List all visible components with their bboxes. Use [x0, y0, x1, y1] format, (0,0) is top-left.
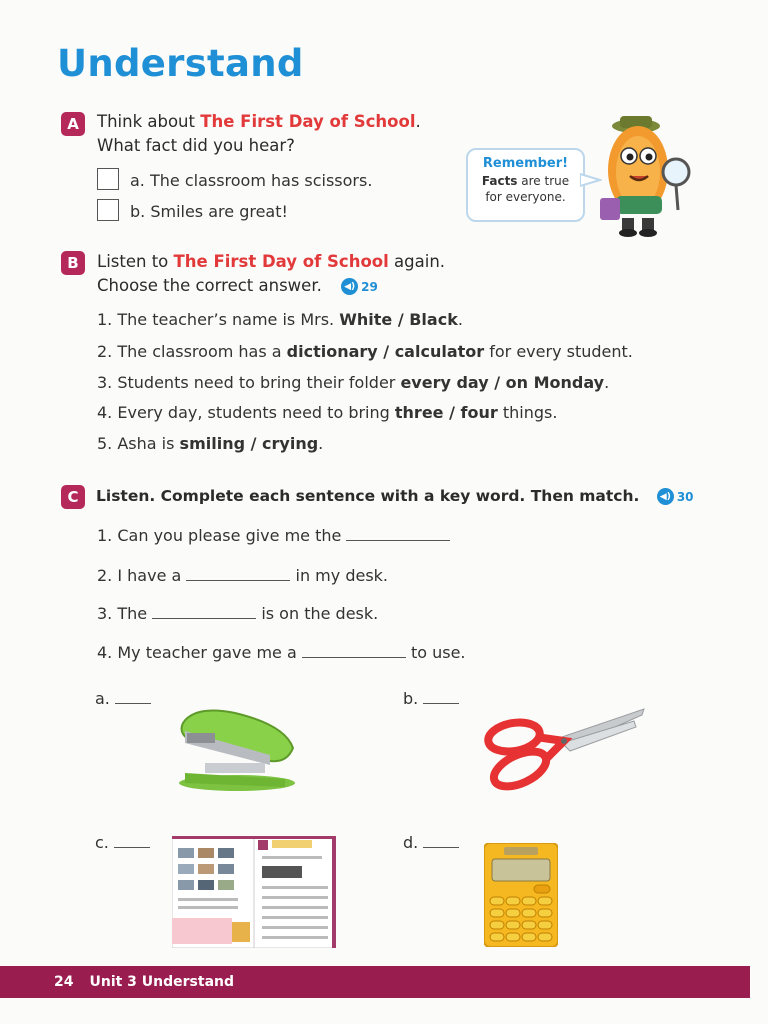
section-a-question: What fact did you hear?	[97, 136, 295, 155]
b-item-2	[97, 342, 633, 361]
scissors-icon	[484, 707, 646, 791]
picture-label-a	[95, 689, 151, 708]
letter: d.	[403, 833, 419, 852]
item-choice[interactable]: every day / on Monday	[400, 373, 605, 392]
item-text: Can you please give me the	[117, 526, 342, 545]
option-a: a. The classroom has scissors.	[130, 171, 373, 190]
mascot-character-icon	[596, 112, 700, 240]
checkbox-b[interactable]	[97, 199, 119, 221]
speaker-icon: ◀)	[341, 278, 358, 295]
remember-rest: are true	[517, 174, 570, 188]
section-c-instruction	[96, 487, 694, 505]
section-b-line2: Choose the correct answer.	[97, 276, 322, 295]
stapler-icon	[175, 703, 300, 793]
item-choice[interactable]: three / four	[394, 403, 498, 422]
item-choice[interactable]: White / Black	[339, 310, 458, 329]
item-num: 5.	[97, 434, 113, 453]
section-a-badge: A	[61, 112, 85, 136]
item-text: Students need to bring their folder	[117, 373, 401, 392]
audio-track-29[interactable]	[341, 278, 378, 295]
item-num: 2.	[97, 342, 113, 361]
remember-line2: for everyone.	[485, 190, 566, 204]
item-choice[interactable]: dictionary / calculator	[286, 342, 485, 361]
c-item-1	[97, 526, 450, 545]
section-b-text: Listen to	[97, 252, 174, 271]
item-text: The	[117, 604, 148, 623]
item-text: The teacher’s name is Mrs.	[117, 310, 340, 329]
remember-bubble	[466, 148, 585, 222]
section-b-badge: B	[61, 251, 85, 275]
answer-blank[interactable]	[186, 580, 290, 581]
item-num: 1.	[97, 526, 113, 545]
item-post: .	[318, 434, 324, 453]
b-item-1	[97, 310, 463, 329]
match-blank[interactable]	[423, 703, 459, 704]
section-b-heading	[97, 252, 445, 271]
remember-heading: Remember!	[482, 156, 569, 171]
checkbox-a[interactable]	[97, 168, 119, 190]
b-item-4	[97, 403, 557, 422]
letter: c.	[95, 833, 109, 852]
option-b: b. Smiles are great!	[130, 202, 288, 221]
footer-unit-title: Unit 3 Understand	[89, 974, 235, 990]
match-blank[interactable]	[115, 703, 151, 704]
audio-number: 30	[676, 489, 694, 504]
item-text: The classroom has a	[117, 342, 287, 361]
picture-label-c	[95, 833, 150, 852]
item-text: Every day, students need to bring	[117, 403, 395, 422]
section-c-badge: C	[61, 485, 85, 509]
section-a-heading	[97, 112, 421, 131]
item-post: is on the desk.	[261, 604, 379, 623]
item-text: Asha is	[117, 434, 180, 453]
section-c-text: Listen. Complete each sentence with a key word. Then match.	[96, 487, 640, 505]
section-b-post: again.	[388, 252, 446, 271]
audio-number: 29	[361, 279, 378, 294]
c-item-4	[97, 643, 466, 662]
page-footer	[0, 966, 750, 998]
b-item-3	[97, 373, 609, 392]
story-title: The First Day of School	[200, 112, 416, 131]
remember-line1	[468, 174, 583, 188]
audio-track-30[interactable]	[657, 488, 694, 505]
item-text: I have a	[117, 566, 182, 585]
item-num: 1.	[97, 310, 113, 329]
item-num: 3.	[97, 604, 113, 623]
answer-blank[interactable]	[346, 540, 450, 541]
item-choice[interactable]: smiling / crying	[179, 434, 319, 453]
section-a-text: Think about	[97, 112, 201, 131]
speaker-icon: ◀)	[657, 488, 674, 505]
calculator-icon	[484, 843, 558, 947]
page-number: 24	[54, 974, 74, 990]
workbook-icon	[172, 836, 336, 948]
item-post: .	[604, 373, 610, 392]
remember-bold: Facts	[481, 174, 518, 188]
picture-label-d	[403, 833, 459, 852]
b-item-5	[97, 434, 323, 453]
item-num: 4.	[97, 403, 113, 422]
page-title: Understand	[57, 42, 304, 85]
answer-blank[interactable]	[302, 657, 406, 658]
c-item-3	[97, 604, 378, 623]
section-a-punct: .	[415, 112, 421, 131]
match-blank[interactable]	[423, 847, 459, 848]
answer-blank[interactable]	[152, 618, 256, 619]
item-post: things.	[497, 403, 558, 422]
item-post: .	[457, 310, 463, 329]
c-item-2	[97, 566, 388, 585]
item-text: My teacher gave me a	[117, 643, 297, 662]
letter: b.	[403, 689, 419, 708]
item-num: 2.	[97, 566, 113, 585]
item-post: in my desk.	[295, 566, 388, 585]
section-b-instruction	[97, 276, 378, 295]
item-post: to use.	[410, 643, 466, 662]
picture-label-b	[403, 689, 459, 708]
item-post: for every student.	[484, 342, 633, 361]
item-num: 4.	[97, 643, 113, 662]
letter: a.	[95, 689, 110, 708]
story-title-b: The First Day of School	[173, 252, 389, 271]
item-num: 3.	[97, 373, 113, 392]
match-blank[interactable]	[114, 847, 150, 848]
